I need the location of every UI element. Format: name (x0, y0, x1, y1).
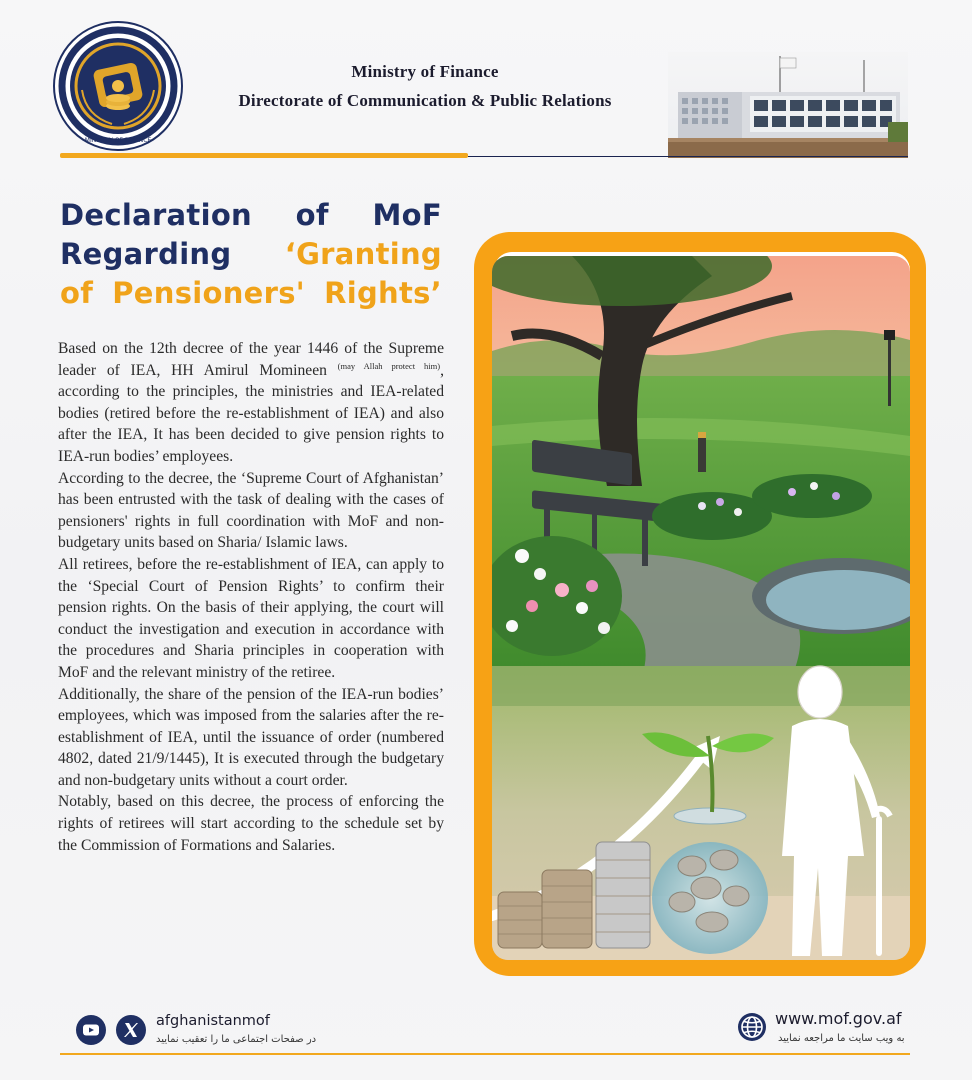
website-link[interactable]: www.mof.gov.af (775, 1009, 902, 1028)
logo-caption: MINISTRY OF FINANCE (84, 137, 152, 144)
x-social-button[interactable] (116, 1015, 146, 1045)
paragraph-3: All retirees, before the re-establishment of IEA, can apply to the ‘Special Court of Pension Rights’ to confirm their pension rights. On the basis of their applying, the court will conduct the investigation and execution in accordance with the procedures and Sharia principles in cooperation with MoF and the relevant ministry of the retiree. (58, 555, 444, 681)
title-main: Declaration of MoF Regarding (60, 198, 442, 271)
paragraph-1-start: Based on the 12th decree of the year 1446 of the Supreme leader of IEA, HH Amirul Momineen (58, 340, 444, 379)
honorific-superscript: (may Allah protect him) (337, 360, 441, 371)
youtube-button[interactable] (76, 1015, 106, 1045)
header-text (190, 62, 660, 111)
ministry-name: Ministry of Finance (351, 62, 499, 81)
paragraph-1-end: , according to the principles, the ministries and IEA-related bodies (retired before the re-establishment of IEA) and also after the IEA, It has been decided to give pension rights to IEA-run bodies’ employees. (58, 361, 444, 465)
globe-icon (736, 1011, 768, 1043)
social-handle[interactable]: afghanistanmof (156, 1013, 270, 1029)
paragraph-5: Notably, based on this decree, the process of enforcing the rights of retirees will start according to the schedule set by the Commission of Formations and Salaries. (58, 793, 444, 854)
header-divider-dark (468, 156, 908, 157)
paragraph-1 (58, 338, 444, 468)
mof-seal-icon (52, 20, 184, 152)
page-title (60, 196, 442, 313)
pension-illustration (492, 256, 910, 960)
follow-us-text: در صفحات اجتماعی ما را تعقیب نمایید (156, 1034, 317, 1045)
x-icon (116, 1015, 146, 1045)
footer-divider (60, 1053, 910, 1055)
ministry-building-image (668, 52, 908, 158)
youtube-icon (76, 1015, 106, 1045)
visit-website-text: به ویب سایت ما مراجعه نمایید (778, 1033, 905, 1044)
declaration-body (58, 338, 444, 856)
header-divider-gold (60, 153, 468, 158)
paragraph-2: According to the decree, the ‘Supreme Court of Afghanistan’ has been entrusted with the task of dealing with the cases of pensioners' rights in full coordination with MoF and non-budgetary units based on Sharia/ Islamic laws. (58, 469, 444, 552)
directorate-name: Directorate of Communication & Public Relations (238, 91, 612, 110)
title-highlight: ‘Granting of Pensioners' Rights’ (60, 237, 442, 310)
paragraph-4: Additionally, the share of the pension of the IEA-run bodies’ employees, which was imposed from the salaries after the re-establishment of IEA, until the issuance of order (numbered 4802, dated 21/9/1445), It is executed through the budgetary and non-budgetary units without a court order. (58, 685, 444, 789)
